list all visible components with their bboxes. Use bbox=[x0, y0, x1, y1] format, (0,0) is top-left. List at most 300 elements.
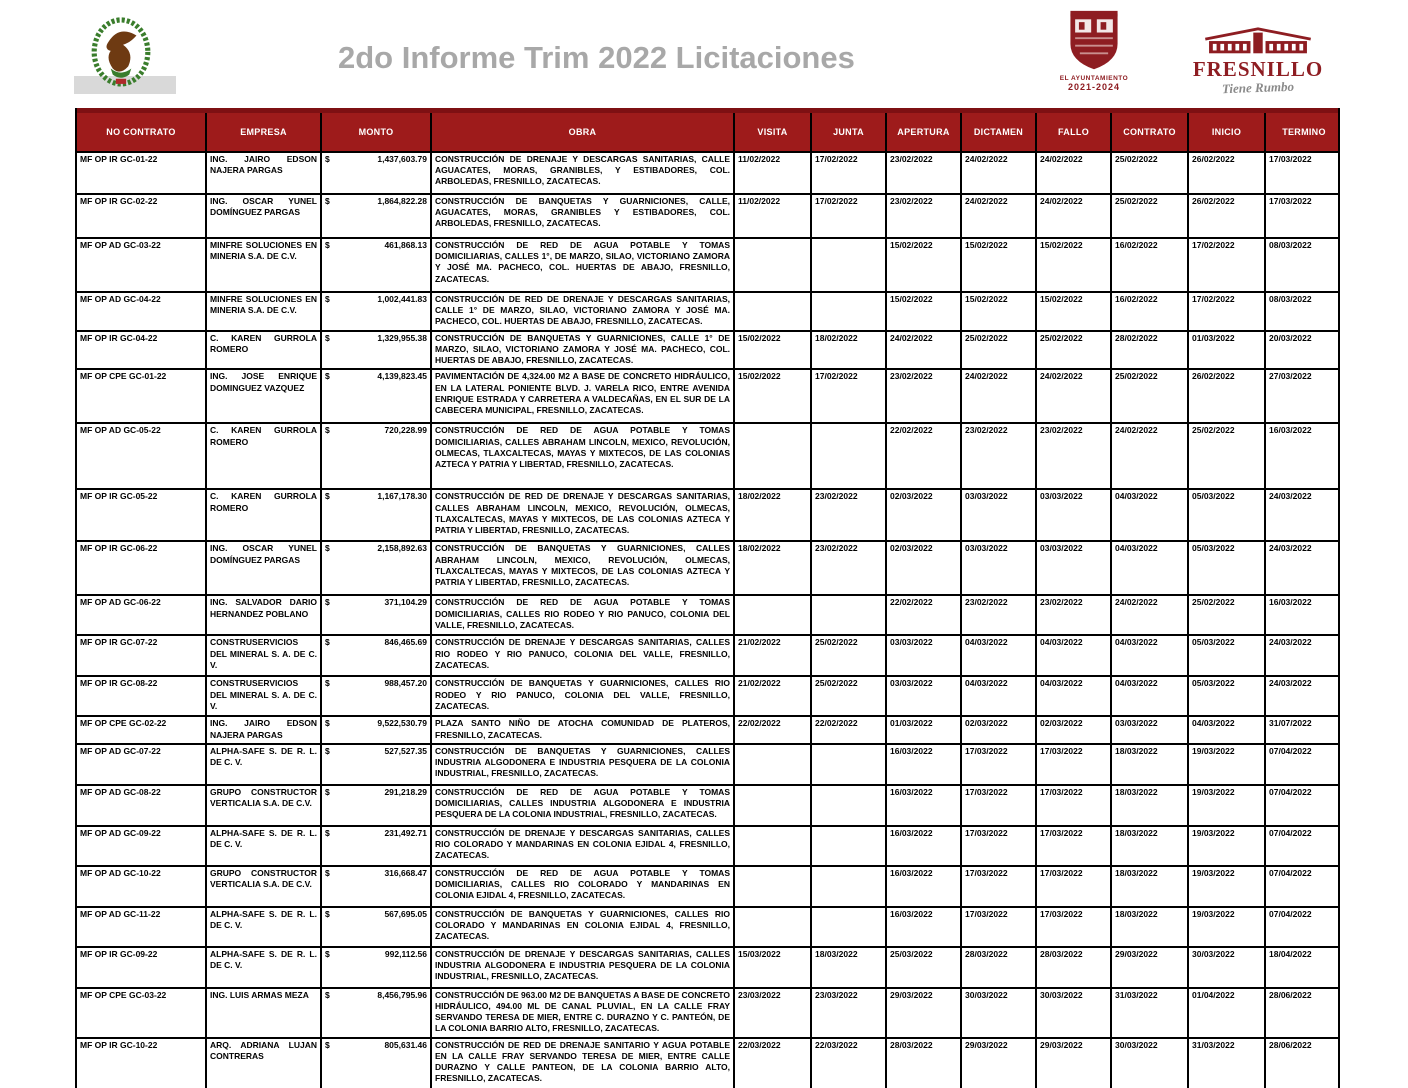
cell-visita: 18/02/2022 bbox=[735, 542, 812, 594]
cell-no-contrato: MF OP AD GC-11-22 bbox=[77, 908, 207, 946]
cell-junta: 17/02/2022 bbox=[812, 153, 887, 193]
cell-monto bbox=[322, 827, 432, 865]
cell-fallo: 15/02/2022 bbox=[1037, 293, 1112, 330]
monto-value: 1,437,603.79 bbox=[377, 154, 427, 164]
cell-no-contrato: MF OP IR GC-09-22 bbox=[77, 948, 207, 987]
cell-contrato: 04/03/2022 bbox=[1112, 542, 1189, 594]
cell-no-contrato: MF OP IR GC-02-22 bbox=[77, 195, 207, 237]
currency-symbol: $ bbox=[325, 908, 330, 919]
cell-no-contrato: MF OP AD GC-10-22 bbox=[77, 867, 207, 906]
cell-fallo: 24/02/2022 bbox=[1037, 195, 1112, 237]
cell-fallo: 17/03/2022 bbox=[1037, 908, 1112, 946]
cell-junta: 22/03/2022 bbox=[812, 1039, 887, 1088]
cell-dictamen: 15/02/2022 bbox=[962, 293, 1037, 330]
cell-fallo: 17/03/2022 bbox=[1037, 827, 1112, 865]
cell-dictamen: 23/02/2022 bbox=[962, 596, 1037, 634]
cell-contrato: 25/02/2022 bbox=[1112, 370, 1189, 422]
cell-no-contrato: MF OP IR GC-01-22 bbox=[77, 153, 207, 193]
cell-termino: 17/03/2022 bbox=[1269, 154, 1312, 164]
cell-fallo: 04/03/2022 bbox=[1037, 636, 1112, 675]
cell-no-contrato: MF OP IR GC-04-22 bbox=[77, 332, 207, 369]
cell-termino: 08/03/2022 bbox=[1269, 294, 1312, 304]
cell-obra: CONSTRUCCIÓN DE RED DE AGUA POTABLE Y TOMAS DOMICILIARIAS, CALLES ABRAHAM LINCOLN, MEXICO, REVOLUCIÓN, OLMECAS, TLAXCALTECAS, MAYAS Y MIXTECOS, DE LAS COLONIAS AZTECA Y PATRIA Y LIBERTAD, FRESNILLO, ZACATECAS. bbox=[432, 424, 735, 488]
cell-junta bbox=[812, 293, 887, 330]
currency-symbol: $ bbox=[325, 678, 330, 689]
cell-monto bbox=[322, 745, 432, 784]
monto-value: 316,668.47 bbox=[384, 867, 427, 878]
crest-caption: EL AYUNTAMIENTO bbox=[1059, 75, 1129, 82]
cell-empresa: ARQ. ADRIANA LUJAN CONTRERAS bbox=[207, 1039, 322, 1088]
cell-monto bbox=[322, 332, 432, 369]
cell-fallo: 03/03/2022 bbox=[1037, 490, 1112, 540]
cell-obra: CONSTRUCCIÓN DE BANQUETAS Y GUARNICIONES, CALLES RIO COLORADO Y MANDARINAS EN COLONIA EJIDAL 4, FRESNILLO, ZACATECAS. bbox=[432, 908, 735, 946]
cell-no-contrato: MF OP AD GC-06-22 bbox=[77, 596, 207, 634]
cell-apertura: 02/03/2022 bbox=[887, 490, 962, 540]
column-header-obra: OBRA bbox=[432, 113, 735, 151]
monto-value: 8,456,795.96 bbox=[377, 989, 427, 1000]
cell-termino: 31/07/2022 bbox=[1269, 718, 1312, 729]
cell-monto bbox=[322, 786, 432, 825]
cell-apertura: 16/03/2022 bbox=[887, 745, 962, 784]
cell-contrato: 29/03/2022 bbox=[1112, 948, 1189, 987]
currency-symbol: $ bbox=[325, 154, 330, 164]
cell-contrato: 25/02/2022 bbox=[1112, 153, 1189, 193]
cell-fallo: 17/03/2022 bbox=[1037, 867, 1112, 906]
column-header-visita: VISITA bbox=[735, 113, 812, 151]
table-row bbox=[77, 677, 1338, 717]
cell-termino: 24/03/2022 bbox=[1269, 637, 1312, 648]
cell-visita: 15/02/2022 bbox=[735, 332, 812, 369]
cell-fallo: 03/03/2022 bbox=[1037, 542, 1112, 594]
monto-value: 1,864,822.28 bbox=[377, 196, 427, 206]
cell-visita: 22/03/2022 bbox=[735, 1039, 812, 1088]
cell-no-contrato: MF OP CPE GC-01-22 bbox=[77, 370, 207, 422]
cell-obra: CONSTRUCCIÓN DE BANQUETAS Y GUARNICIONES, CALLE, AGUACATES, MORAS, GRANIBLES Y ESTIBADORES, COL. ARBOLEDAS, FRESNILLO, ZACATECAS. bbox=[432, 195, 735, 237]
cell-contrato: 25/02/2022 bbox=[1112, 195, 1189, 237]
cell-no-contrato: MF OP AD GC-09-22 bbox=[77, 827, 207, 865]
cell-fallo: 28/03/2022 bbox=[1037, 948, 1112, 987]
cell-contrato: 30/03/2022 bbox=[1112, 1039, 1189, 1088]
cell-dictamen: 15/02/2022 bbox=[962, 239, 1037, 291]
monto-value: 988,457.20 bbox=[384, 678, 427, 689]
cell-obra: CONSTRUCCIÓN DE BANQUETAS Y GUARNICIONES, CALLES INDUSTRIA ALGODONERA E INDUSTRIA PESQUERA DE LA COLONIA INDUSTRIAL, FRESNILLO, ZACATECAS. bbox=[432, 745, 735, 784]
cell-fallo: 23/02/2022 bbox=[1037, 596, 1112, 634]
cell-apertura: 02/03/2022 bbox=[887, 542, 962, 594]
cell-visita: 18/02/2022 bbox=[735, 490, 812, 540]
cell-inicio: 19/03/2022 bbox=[1189, 867, 1266, 906]
fresnillo-wordmark: FRESNILLO bbox=[1192, 57, 1324, 81]
cell-obra: CONSTRUCCIÓN DE BANQUETAS Y GUARNICIONES, CALLES RIO RODEO Y RIO PANUCO, COLONIA DEL VALLE, FRESNILLO, ZACATECAS. bbox=[432, 677, 735, 715]
cell-junta: 25/02/2022 bbox=[812, 636, 887, 675]
cell-inicio: 25/02/2022 bbox=[1189, 424, 1266, 488]
table-row bbox=[77, 293, 1338, 332]
table-header-row bbox=[77, 108, 1338, 153]
cell-fallo: 17/03/2022 bbox=[1037, 745, 1112, 784]
currency-symbol: $ bbox=[325, 491, 330, 502]
table-row bbox=[77, 636, 1338, 677]
cell-dictamen: 24/02/2022 bbox=[962, 195, 1037, 237]
column-header-junta: JUNTA bbox=[812, 113, 887, 151]
cell-empresa: ALPHA-SAFE S. DE R. L. DE C. V. bbox=[207, 745, 322, 784]
cell-junta: 22/02/2022 bbox=[812, 717, 887, 742]
table-row bbox=[77, 153, 1338, 195]
cell-inicio: 19/03/2022 bbox=[1189, 745, 1266, 784]
table-row bbox=[77, 370, 1338, 424]
cell-visita bbox=[735, 867, 812, 906]
monto-value: 1,329,955.38 bbox=[377, 332, 427, 343]
currency-symbol: $ bbox=[325, 867, 330, 878]
table-row bbox=[77, 867, 1338, 908]
currency-symbol: $ bbox=[325, 989, 330, 1000]
monto-value: 567,695.05 bbox=[384, 908, 427, 919]
cell-empresa: GRUPO CONSTRUCTOR VERTICALIA S.A. DE C.V. bbox=[207, 786, 322, 825]
cell-apertura: 23/02/2022 bbox=[887, 195, 962, 237]
cell-dictamen: 04/03/2022 bbox=[962, 677, 1037, 715]
cell-visita bbox=[735, 424, 812, 488]
cell-no-contrato: MF OP AD GC-03-22 bbox=[77, 239, 207, 291]
cell-monto bbox=[322, 948, 432, 987]
monto-value: 846,465.69 bbox=[384, 637, 427, 648]
cell-termino: 07/04/2022 bbox=[1269, 867, 1312, 878]
cell-visita bbox=[735, 745, 812, 784]
cell-no-contrato: MF OP IR GC-10-22 bbox=[77, 1039, 207, 1088]
cell-visita bbox=[735, 827, 812, 865]
cell-visita: 21/02/2022 bbox=[735, 636, 812, 675]
cell-fallo: 23/02/2022 bbox=[1037, 424, 1112, 488]
cell-obra: CONSTRUCCIÓN DE BANQUETAS Y GUARNICIONES, CALLES ABRAHAM LINCOLN, MEXICO, REVOLUCIÓN, OLMECAS, TLAXCALTECAS, MAYAS Y MIXTECOS, DE LAS COLONIAS AZTECA Y PATRIA Y LIBERTAD, FRESNILLO, ZACATECAS. bbox=[432, 542, 735, 594]
currency-symbol: $ bbox=[325, 294, 330, 304]
table-row bbox=[77, 332, 1338, 371]
cell-no-contrato: MF OP IR GC-06-22 bbox=[77, 542, 207, 594]
cell-termino: 27/03/2022 bbox=[1269, 371, 1312, 382]
cell-apertura: 23/02/2022 bbox=[887, 153, 962, 193]
cell-no-contrato: MF OP AD GC-05-22 bbox=[77, 424, 207, 488]
cell-apertura: 24/02/2022 bbox=[887, 332, 962, 369]
cell-empresa: CONSTRUSERVICIOS DEL MINERAL S. A. DE C. V. bbox=[207, 636, 322, 675]
cell-junta: 18/03/2022 bbox=[812, 948, 887, 987]
cell-monto bbox=[322, 989, 432, 1037]
currency-symbol: $ bbox=[325, 332, 330, 343]
fresnillo-portal-icon bbox=[1199, 26, 1317, 58]
cell-contrato: 04/03/2022 bbox=[1112, 677, 1189, 715]
currency-symbol: $ bbox=[325, 543, 330, 554]
cell-dictamen: 17/03/2022 bbox=[962, 745, 1037, 784]
cell-empresa: ING. JOSE ENRIQUE DOMINGUEZ VAZQUEZ bbox=[207, 370, 322, 422]
cell-junta bbox=[812, 867, 887, 906]
cell-apertura: 22/02/2022 bbox=[887, 596, 962, 634]
cell-contrato: 18/03/2022 bbox=[1112, 908, 1189, 946]
cell-dictamen: 29/03/2022 bbox=[962, 1039, 1037, 1088]
cell-empresa: ALPHA-SAFE S. DE R. L. DE C. V. bbox=[207, 948, 322, 987]
cell-fallo: 30/03/2022 bbox=[1037, 989, 1112, 1037]
cell-junta bbox=[812, 239, 887, 291]
cell-obra: PAVIMENTACIÓN DE 4,324.00 M2 A BASE DE CONCRETO HIDRÁULICO, EN LA LATERAL PONIENTE BLVD. J. VARELA RICO, ENTRE AVENIDA ENRIQUE ESTRADA Y CARRETERA A VALDECAÑAS, EN EL SUR DE LA CABECERA MUNICIPAL, FRESNILLO, ZACATECAS. bbox=[432, 370, 735, 422]
cell-dictamen: 28/03/2022 bbox=[962, 948, 1037, 987]
cell-visita bbox=[735, 596, 812, 634]
monto-value: 231,492.71 bbox=[384, 827, 427, 838]
cell-obra: CONSTRUCCIÓN DE RED DE AGUA POTABLE Y TOMAS DOMICILIARIAS, CALLES RIO COLORADO Y MANDARINAS EN COLONIA EJIDAL 4, FRESNILLO, ZACATECAS. bbox=[432, 867, 735, 906]
table-row bbox=[77, 989, 1338, 1039]
monto-value: 720,228.99 bbox=[384, 425, 427, 436]
cell-monto bbox=[322, 424, 432, 488]
cell-inicio: 17/02/2022 bbox=[1189, 239, 1266, 291]
cell-contrato: 18/03/2022 bbox=[1112, 867, 1189, 906]
table-row bbox=[77, 948, 1338, 989]
cell-visita: 15/03/2022 bbox=[735, 948, 812, 987]
cell-termino: 07/04/2022 bbox=[1269, 786, 1312, 797]
cell-obra: CONSTRUCCIÓN DE RED DE AGUA POTABLE Y TOMAS DOMICILIARIAS, CALLES INDUSTRIA ALGODONERA E INDUSTRIA PESQUERA DE LA COLONIA INDUSTRIAL, FRESNILLO, ZACATECAS. bbox=[432, 786, 735, 825]
cell-monto bbox=[322, 1039, 432, 1088]
cell-apertura: 16/03/2022 bbox=[887, 827, 962, 865]
cell-inicio: 26/02/2022 bbox=[1189, 153, 1266, 193]
cell-visita bbox=[735, 293, 812, 330]
cell-contrato: 03/03/2022 bbox=[1112, 717, 1189, 742]
cell-apertura: 22/02/2022 bbox=[887, 424, 962, 488]
cell-empresa: ING. JAIRO EDSON NAJERA PARGAS bbox=[207, 717, 322, 742]
cell-visita: 11/02/2022 bbox=[735, 153, 812, 193]
cell-monto bbox=[322, 195, 432, 237]
page-title: 2do Informe Trim 2022 Licitaciones bbox=[338, 40, 855, 75]
cell-no-contrato: MF OP AD GC-04-22 bbox=[77, 293, 207, 330]
currency-symbol: $ bbox=[325, 425, 330, 436]
cell-obra: CONSTRUCCIÓN DE RED DE AGUA POTABLE Y TOMAS DOMICILIARIAS, CALLES 1°, DE MARZO, SILAO, VICTORIANO ZAMORA Y JOSÉ MA. PACHECO, COL. HUERTAS DE ABAJO, FRESNILLO, ZACATECAS. bbox=[432, 239, 735, 291]
cell-contrato: 16/02/2022 bbox=[1112, 293, 1189, 330]
cell-junta bbox=[812, 827, 887, 865]
cell-termino: 24/03/2022 bbox=[1269, 491, 1312, 502]
currency-symbol: $ bbox=[325, 745, 330, 756]
cell-visita: 21/02/2022 bbox=[735, 677, 812, 715]
cell-dictamen: 03/03/2022 bbox=[962, 542, 1037, 594]
cell-obra: CONSTRUCCIÓN DE DRENAJE Y DESCARGAS SANITARIAS, CALLES RIO RODEO Y RIO PANUCO, COLONIA DEL VALLE, FRESNILLO, ZACATECAS. bbox=[432, 636, 735, 675]
cell-dictamen: 30/03/2022 bbox=[962, 989, 1037, 1037]
cell-inicio: 26/02/2022 bbox=[1189, 195, 1266, 237]
cell-monto bbox=[322, 908, 432, 946]
cell-dictamen: 03/03/2022 bbox=[962, 490, 1037, 540]
cell-junta: 23/03/2022 bbox=[812, 989, 887, 1037]
cell-obra: CONSTRUCCIÓN DE DRENAJE Y DESCARGAS SANITARIAS, CALLES INDUSTRIA ALGODONERA E INDUSTRIA PESQUERA DE LA COLONIA INDUSTRIAL, FRESNILLO, ZACATECAS. bbox=[432, 948, 735, 987]
cell-inicio: 19/03/2022 bbox=[1189, 827, 1266, 865]
cell-obra: CONSTRUCCIÓN DE RED DE AGUA POTABLE Y TOMAS DOMICILIARIAS, CALLES RIO RODEO Y RIO PANUCO, COLONIA DEL VALLE, FRESNILLO, ZACATECAS. bbox=[432, 596, 735, 634]
column-header-termino: TERMINO bbox=[1282, 127, 1326, 137]
cell-contrato: 18/03/2022 bbox=[1112, 827, 1189, 865]
column-header-empresa: EMPRESA bbox=[207, 113, 322, 151]
cell-empresa: CONSTRUSERVICIOS DEL MINERAL S. A. DE C. V. bbox=[207, 677, 322, 715]
cell-obra: CONSTRUCCIÓN DE 963.00 M2 DE BANQUETAS A BASE DE CONCRETO HIDRÁULICO, 494.00 ML DE CANAL PLUVIAL, EN LA CALLE FRAY SERVANDO TERESA DE MIER, ENTRE C. DURAZNO Y C. PANTEÓN, DE LA COLONIA BARRIO ALTO, FRESNILLO, ZACATECAS. bbox=[432, 989, 735, 1037]
cell-monto bbox=[322, 370, 432, 422]
cell-monto bbox=[322, 677, 432, 715]
cell-junta bbox=[812, 786, 887, 825]
cell-apertura: 25/03/2022 bbox=[887, 948, 962, 987]
cell-termino: 17/03/2022 bbox=[1269, 196, 1312, 206]
cell-inicio: 19/03/2022 bbox=[1189, 908, 1266, 946]
monto-value: 2,158,892.63 bbox=[377, 543, 427, 554]
cell-termino: 24/03/2022 bbox=[1269, 543, 1312, 554]
column-header-apertura: APERTURA bbox=[887, 113, 962, 151]
cell-contrato: 18/03/2022 bbox=[1112, 786, 1189, 825]
column-header-fallo: FALLO bbox=[1037, 113, 1112, 151]
cell-empresa: C. KAREN GURROLA ROMERO bbox=[207, 332, 322, 369]
cell-inicio: 05/03/2022 bbox=[1189, 542, 1266, 594]
cell-inicio: 26/02/2022 bbox=[1189, 370, 1266, 422]
cell-obra: CONSTRUCCIÓN DE DRENAJE Y DESCARGAS SANITARIAS, CALLE AGUACATES, MORAS, GRANIBLES, Y ESTIBADORES, COL. ARBOLEDAS, FRESNILLO, ZACATECAS. bbox=[432, 153, 735, 193]
monto-value: 992,112.56 bbox=[384, 948, 427, 959]
table-row bbox=[77, 786, 1338, 827]
cell-obra: CONSTRUCCIÓN DE DRENAJE Y DESCARGAS SANITARIAS, CALLES RIO COLORADO Y MANDARINAS EN COLONIA EJIDAL 4, FRESNILLO, ZACATECAS. bbox=[432, 827, 735, 865]
cell-apertura: 01/03/2022 bbox=[887, 717, 962, 742]
ayuntamiento-crest-icon bbox=[1059, 8, 1129, 74]
cell-empresa: MINFRE SOLUCIONES EN MINERIA S.A. DE C.V. bbox=[207, 293, 322, 330]
cell-junta bbox=[812, 745, 887, 784]
cell-empresa: C. KAREN GURROLA ROMERO bbox=[207, 490, 322, 540]
currency-symbol: $ bbox=[325, 1039, 330, 1050]
currency-symbol: $ bbox=[325, 948, 330, 959]
cell-inicio: 30/03/2022 bbox=[1189, 948, 1266, 987]
cell-apertura: 29/03/2022 bbox=[887, 989, 962, 1037]
cell-contrato: 31/03/2022 bbox=[1112, 989, 1189, 1037]
table-row bbox=[77, 239, 1338, 293]
cell-obra: PLAZA SANTO NIÑO DE ATOCHA COMUNIDAD DE PLATEROS, FRESNILLO, ZACATECAS. bbox=[432, 717, 735, 742]
cell-no-contrato: MF OP IR GC-07-22 bbox=[77, 636, 207, 675]
cell-inicio: 05/03/2022 bbox=[1189, 490, 1266, 540]
cell-junta bbox=[812, 596, 887, 634]
table-body bbox=[77, 153, 1338, 1088]
cell-inicio: 25/02/2022 bbox=[1189, 596, 1266, 634]
column-header-no-contrato: NO CONTRATO bbox=[77, 113, 207, 151]
cell-termino: 07/04/2022 bbox=[1269, 827, 1312, 838]
cell-apertura: 16/03/2022 bbox=[887, 908, 962, 946]
cell-no-contrato: MF OP AD GC-07-22 bbox=[77, 745, 207, 784]
cell-inicio: 17/02/2022 bbox=[1189, 293, 1266, 330]
cell-fallo: 24/02/2022 bbox=[1037, 370, 1112, 422]
cell-junta: 18/02/2022 bbox=[812, 332, 887, 369]
cell-contrato: 16/02/2022 bbox=[1112, 239, 1189, 291]
currency-symbol: $ bbox=[325, 827, 330, 838]
table-row bbox=[77, 424, 1338, 490]
cell-dictamen: 24/02/2022 bbox=[962, 370, 1037, 422]
cell-visita bbox=[735, 239, 812, 291]
cell-empresa: ING. SALVADOR DARIO HERNANDEZ POBLANO bbox=[207, 596, 322, 634]
cell-dictamen: 17/03/2022 bbox=[962, 908, 1037, 946]
cell-junta: 17/02/2022 bbox=[812, 370, 887, 422]
cell-junta: 23/02/2022 bbox=[812, 490, 887, 540]
table-row bbox=[77, 827, 1338, 867]
cell-contrato: 24/02/2022 bbox=[1112, 596, 1189, 634]
table-row bbox=[77, 195, 1338, 239]
cell-dictamen: 17/03/2022 bbox=[962, 827, 1037, 865]
cell-visita: 22/02/2022 bbox=[735, 717, 812, 742]
cell-termino: 16/03/2022 bbox=[1269, 597, 1312, 608]
monto-value: 461,868.13 bbox=[384, 240, 427, 250]
cell-dictamen: 25/02/2022 bbox=[962, 332, 1037, 369]
table-row bbox=[77, 908, 1338, 948]
cell-fallo: 17/03/2022 bbox=[1037, 786, 1112, 825]
table-row bbox=[77, 596, 1338, 636]
currency-symbol: $ bbox=[325, 637, 330, 648]
cell-termino: 07/04/2022 bbox=[1269, 908, 1312, 919]
cell-fallo: 04/03/2022 bbox=[1037, 677, 1112, 715]
cell-inicio: 01/03/2022 bbox=[1189, 332, 1266, 369]
cell-visita: 11/02/2022 bbox=[735, 195, 812, 237]
cell-junta bbox=[812, 424, 887, 488]
cell-apertura: 15/02/2022 bbox=[887, 293, 962, 330]
cell-fallo: 02/03/2022 bbox=[1037, 717, 1112, 742]
currency-symbol: $ bbox=[325, 371, 330, 382]
monto-value: 1,167,178.30 bbox=[377, 491, 427, 502]
currency-symbol: $ bbox=[325, 718, 330, 729]
cell-visita: 23/03/2022 bbox=[735, 989, 812, 1037]
monto-value: 4,139,823.45 bbox=[377, 371, 427, 382]
cell-no-contrato: MF OP IR GC-05-22 bbox=[77, 490, 207, 540]
cell-obra: CONSTRUCCIÓN DE RED DE DRENAJE SANITARIO Y AGUA POTABLE EN LA CALLE FRAY SERVANDO TERESA DE MIER, ENTRE CALLE DURAZNO Y CALLE PANTEON, DE LA COLONIA BARRIO ALTO, FRESNILLO, ZACATECAS. bbox=[432, 1039, 735, 1088]
cell-dictamen: 17/03/2022 bbox=[962, 786, 1037, 825]
ayuntamiento-logo bbox=[1052, 8, 1136, 92]
monto-value: 9,522,530.79 bbox=[377, 718, 427, 729]
cell-apertura: 15/02/2022 bbox=[887, 239, 962, 291]
cell-termino: 16/03/2022 bbox=[1269, 425, 1312, 436]
cell-no-contrato: MF OP IR GC-08-22 bbox=[77, 677, 207, 715]
cell-empresa: C. KAREN GURROLA ROMERO bbox=[207, 424, 322, 488]
cell-inicio: 05/03/2022 bbox=[1189, 636, 1266, 675]
cell-contrato: 28/02/2022 bbox=[1112, 332, 1189, 369]
cell-obra: CONSTRUCCIÓN DE BANQUETAS Y GUARNICIONES, CALLE 1° DE MARZO, SILAO, VICTORIANO ZAMORA Y JOSÉ MA. PACHECO, COL. HUERTAS DE ABAJO, FRESNILLO, ZACATECAS. bbox=[432, 332, 735, 369]
cell-no-contrato: MF OP CPE GC-03-22 bbox=[77, 989, 207, 1037]
cell-monto bbox=[322, 867, 432, 906]
cell-fallo: 15/02/2022 bbox=[1037, 239, 1112, 291]
crest-years: 2021-2024 bbox=[1067, 82, 1121, 92]
cell-inicio: 04/03/2022 bbox=[1189, 717, 1266, 742]
cell-obra: CONSTRUCCIÓN DE RED DE DRENAJE Y DESCARGAS SANITARIAS, CALLE 1° DE MARZO, SILAO, VICTORIANO ZAMORA Y JOSÉ MA. PACHECO, COL. HUERTAS DE ABAJO, FRESNILLO, ZACATECAS. bbox=[432, 293, 735, 330]
cell-visita bbox=[735, 908, 812, 946]
column-header-inicio: INICIO bbox=[1189, 113, 1266, 151]
cell-fallo: 24/02/2022 bbox=[1037, 153, 1112, 193]
cell-empresa: ING. OSCAR YUNEL DOMÍNGUEZ PARGAS bbox=[207, 195, 322, 237]
cell-termino: 07/04/2022 bbox=[1269, 745, 1312, 756]
cell-monto bbox=[322, 293, 432, 330]
table-row bbox=[77, 1039, 1338, 1088]
column-header-contrato: CONTRATO bbox=[1112, 113, 1189, 151]
cell-empresa: ALPHA-SAFE S. DE R. L. DE C. V. bbox=[207, 908, 322, 946]
cell-dictamen: 04/03/2022 bbox=[962, 636, 1037, 675]
cell-fallo: 25/02/2022 bbox=[1037, 332, 1112, 369]
cell-visita bbox=[735, 786, 812, 825]
monto-value: 371,104.29 bbox=[384, 597, 427, 608]
currency-symbol: $ bbox=[325, 597, 330, 608]
cell-monto bbox=[322, 717, 432, 742]
cell-monto bbox=[322, 542, 432, 594]
cell-dictamen: 23/02/2022 bbox=[962, 424, 1037, 488]
table-row bbox=[77, 542, 1338, 596]
column-header-monto: MONTO bbox=[322, 113, 432, 151]
licitaciones-table bbox=[75, 108, 1340, 1088]
cell-empresa: ING. OSCAR YUNEL DOMÍNGUEZ PARGAS bbox=[207, 542, 322, 594]
monto-value: 1,002,441.83 bbox=[377, 294, 427, 304]
cell-inicio: 31/03/2022 bbox=[1189, 1039, 1266, 1088]
cell-apertura: 03/03/2022 bbox=[887, 636, 962, 675]
fresnillo-tagline: Tiene Rumbo bbox=[1221, 78, 1295, 97]
cell-dictamen: 17/03/2022 bbox=[962, 867, 1037, 906]
currency-symbol: $ bbox=[325, 240, 330, 250]
currency-symbol: $ bbox=[325, 196, 330, 206]
cell-monto bbox=[322, 490, 432, 540]
monto-value: 805,631.46 bbox=[384, 1039, 427, 1050]
cell-inicio: 01/04/2022 bbox=[1189, 989, 1266, 1037]
cell-no-contrato: MF OP AD GC-08-22 bbox=[77, 786, 207, 825]
cell-termino: 24/03/2022 bbox=[1269, 678, 1312, 689]
cell-no-contrato: MF OP CPE GC-02-22 bbox=[77, 717, 207, 742]
cell-monto bbox=[322, 239, 432, 291]
cell-apertura: 16/03/2022 bbox=[887, 867, 962, 906]
cell-junta: 23/02/2022 bbox=[812, 542, 887, 594]
